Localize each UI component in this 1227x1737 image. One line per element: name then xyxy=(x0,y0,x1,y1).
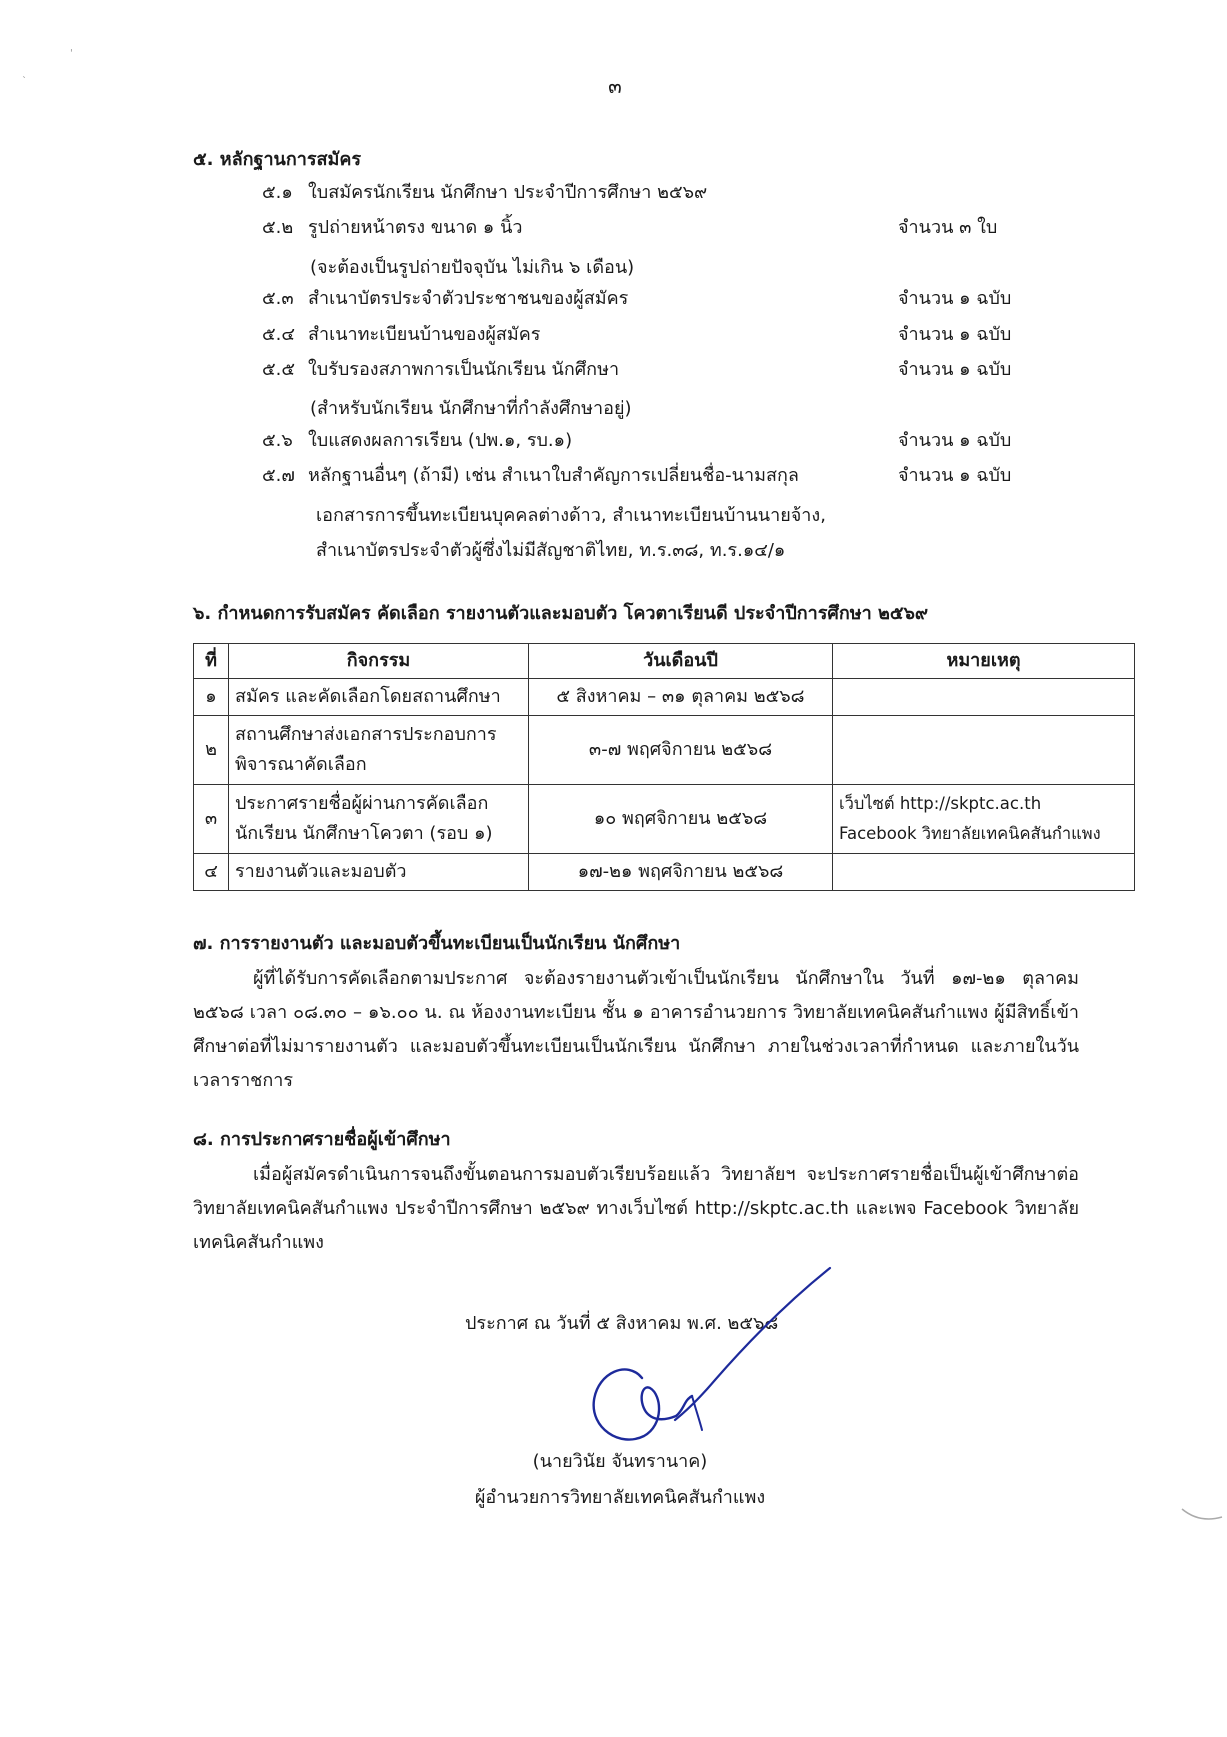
cell-activity xyxy=(229,785,529,854)
activity-line: นักเรียน นักศึกษาโควตา (รอบ ๑) xyxy=(235,823,493,844)
item-number: ๕.๔ xyxy=(262,324,295,345)
item-number: ๕.๗ xyxy=(262,465,295,486)
section-5-heading: ๕. หลักฐานการสมัคร xyxy=(193,149,362,170)
item-count: จำนวน ๑ ฉบับ xyxy=(898,465,1012,486)
item-text: ใบสมัครนักเรียน นักศึกษา ประจำปีการศึกษา ๒๕๖๙ xyxy=(308,182,708,203)
cell-no: ๓ xyxy=(194,785,229,854)
item-note: (สำหรับนักเรียน นักศึกษาที่กำลังศึกษาอยู่) xyxy=(310,398,632,419)
item-count: จำนวน ๑ ฉบับ xyxy=(898,430,1012,451)
scan-mark xyxy=(1180,1505,1224,1525)
note-website-link[interactable]: เว็บไซต์ http://skptc.ac.th xyxy=(839,794,1042,813)
section-7-text: ผู้ที่ได้รับการคัดเลือกตามประกาศ จะต้องรายงานตัวเข้าเป็นนักเรียน นักศึกษาใน วันที่ ๑๗-๒๑ ตุลาคม ๒๕๖๘ เวลา ๐๘.๓๐ – ๑๖.๐๐ น. ณ ห้องงานทะเบียน ชั้น ๑ อาคารอำนวยการ วิทยาลัยเทคนิคสันกำแพง ผู้มีสิทธิ์เข้าศึกษาต่อที่ไม่มารายงานตัว และมอบตัวขึ้นทะเบียนเป็นนักเรียน นักศึกษา ภายในช่วงเวลาที่กำหนด และภายในวันเวลาราชการ xyxy=(193,968,1079,1091)
section-7-body xyxy=(193,962,1079,1098)
item-number: ๕.๒ xyxy=(262,217,294,238)
table-row xyxy=(194,716,1135,785)
cell-no: ๔ xyxy=(194,854,229,891)
item-text: ใบแสดงผลการเรียน (ปพ.๑, รบ.๑) xyxy=(308,430,573,451)
section-8-body xyxy=(193,1158,1079,1260)
header-date: วันเดือนปี xyxy=(529,644,833,679)
header-note: หมายเหตุ xyxy=(833,644,1135,679)
table-row xyxy=(194,785,1135,854)
item-count: จำนวน ๓ ใบ xyxy=(898,217,998,238)
cell-activity xyxy=(229,679,529,716)
header-no: ที่ xyxy=(194,644,229,679)
cell-date: ๑๗-๒๑ พฤศจิกายน ๒๕๖๘ xyxy=(529,854,833,891)
table-row xyxy=(194,854,1135,891)
activity-line: ประกาศรายชื่อผู้ผ่านการคัดเลือก xyxy=(235,793,489,814)
item-count: จำนวน ๑ ฉบับ xyxy=(898,324,1012,345)
section-8-text: เมื่อผู้สมัครดำเนินการจนถึงขั้นตอนการมอบตัวเรียบร้อยแล้ว วิทยาลัยฯ จะประกาศรายชื่อเป็นผู้เข้าศึกษาต่อวิทยาลัยเทคนิคสันกำแพง ประจำปีการศึกษา ๒๕๖๙ ทางเว็บไซต์ http://skptc.ac.th และเพจ Facebook วิทยาลัยเทคนิคสันกำแพง xyxy=(193,1164,1079,1253)
cell-note xyxy=(833,716,1135,785)
activity-line: สมัคร และคัดเลือกโดยสถานศึกษา xyxy=(235,686,501,707)
activity-line: พิจารณาคัดเลือก xyxy=(235,754,367,775)
item-continuation: สำเนาบัตรประจำตัวผู้ซึ่งไม่มีสัญชาติไทย, ท.ร.๓๘, ท.ร.๑๔/๑ xyxy=(316,540,786,561)
item-note: (จะต้องเป็นรูปถ่ายปัจจุบัน ไม่เกิน ๖ เดือน) xyxy=(310,257,635,278)
item-number: ๕.๕ xyxy=(262,359,295,380)
activity-line: สถานศึกษาส่งเอกสารประกอบการ xyxy=(235,724,497,745)
announcement-date: ประกาศ ณ วันที่ ๕ สิงหาคม พ.ศ. ๒๕๖๘ xyxy=(465,1313,779,1334)
item-text: สำเนาทะเบียนบ้านของผู้สมัคร xyxy=(308,324,541,345)
cell-date: ๕ สิงหาคม – ๓๑ ตุลาคม ๒๕๖๘ xyxy=(529,679,833,716)
item-number: ๕.๑ xyxy=(262,182,293,203)
item-continuation: เอกสารการขึ้นทะเบียนบุคคลต่างด้าว, สำเนาทะเบียนบ้านนายจ้าง, xyxy=(316,505,826,526)
item-number: ๕.๓ xyxy=(262,288,294,309)
item-text: ใบรับรองสภาพการเป็นนักเรียน นักศึกษา xyxy=(308,359,620,380)
header-activity: กิจกรรม xyxy=(229,644,529,679)
item-text: หลักฐานอื่นๆ (ถ้ามี) เช่น สำเนาใบสำคัญการเปลี่ยนชื่อ-นามสกุล xyxy=(308,465,799,486)
section-8-heading: ๘. การประกาศรายชื่อผู้เข้าศึกษา xyxy=(193,1129,451,1150)
activity-line: รายงานตัวและมอบตัว xyxy=(235,861,407,882)
cell-note xyxy=(833,785,1135,854)
scan-speck: ` xyxy=(22,76,27,87)
item-count: จำนวน ๑ ฉบับ xyxy=(898,288,1012,309)
cell-date: ๓-๗ พฤศจิกายน ๒๕๖๘ xyxy=(529,716,833,785)
item-text: สำเนาบัตรประจำตัวประชาชนของผู้สมัคร xyxy=(308,288,629,309)
cell-note xyxy=(833,854,1135,891)
schedule-table xyxy=(193,643,1135,891)
cell-date: ๑๐ พฤศจิกายน ๒๕๖๘ xyxy=(529,785,833,854)
cell-no: ๒ xyxy=(194,716,229,785)
item-text: รูปถ่ายหน้าตรง ขนาด ๑ นิ้ว xyxy=(308,217,523,238)
signatory-name: (นายวินัย จันทรานาค) xyxy=(532,1451,708,1472)
scan-speck: ' xyxy=(70,48,73,59)
page-number: ๓ xyxy=(608,74,622,98)
section-6-heading: ๖. กำหนดการรับสมัคร คัดเลือก รายงานตัวและมอบตัว โควตาเรียนดี ประจำปีการศึกษา ๒๕๖๙ xyxy=(193,603,929,624)
table-row xyxy=(194,679,1135,716)
cell-activity xyxy=(229,854,529,891)
cell-note xyxy=(833,679,1135,716)
note-facebook: Facebook วิทยาลัยเทคนิคสันกำแพง xyxy=(839,824,1101,843)
signatory-position: ผู้อำนวยการวิทยาลัยเทคนิคสันกำแพง xyxy=(474,1487,766,1508)
item-number: ๕.๖ xyxy=(262,430,293,451)
table-header-row xyxy=(194,644,1135,679)
cell-activity xyxy=(229,716,529,785)
section-7-heading: ๗. การรายงานตัว และมอบตัวขึ้นทะเบียนเป็นนักเรียน นักศึกษา xyxy=(193,933,681,954)
item-count: จำนวน ๑ ฉบับ xyxy=(898,359,1012,380)
cell-no: ๑ xyxy=(194,679,229,716)
handwritten-signature xyxy=(580,1260,840,1460)
